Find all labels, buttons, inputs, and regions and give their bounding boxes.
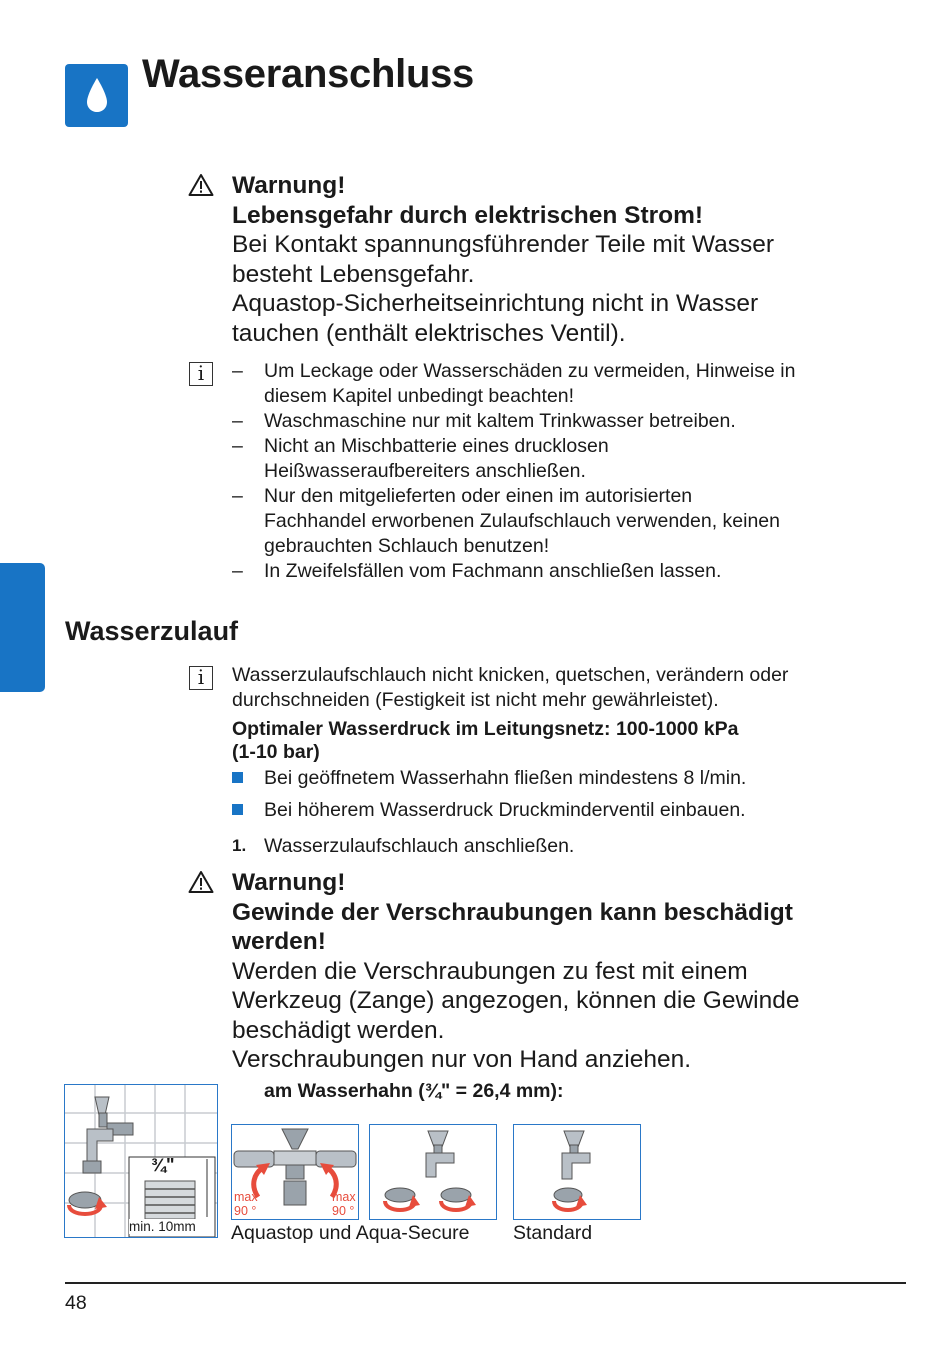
warning-line: Werden die Verschraubungen zu fest mit einem	[232, 957, 748, 985]
min-length-label: min. 10mm	[129, 1219, 196, 1234]
list-line: – Nur den mitgelieferten oder einen im autorisierten	[264, 485, 693, 507]
pressure-line: (1-10 bar)	[232, 741, 320, 763]
standard-illustration	[514, 1125, 640, 1219]
max-angle-label-right	[332, 1190, 356, 1218]
figure-aquastop	[231, 1124, 359, 1220]
info-dash-list	[232, 359, 912, 584]
warning-triangle-icon	[188, 173, 214, 197]
caption-aquastop: Aquastop und Aqua-Secure	[231, 1222, 470, 1244]
warning-heading: werden!	[232, 928, 326, 955]
bullet-text: Bei geöffnetem Wasserhahn fließen mindestens 8 l/min.	[264, 767, 747, 789]
pressure-note	[232, 718, 912, 764]
degree-label: 90 °	[332, 1204, 355, 1218]
warning-line: Aquastop-Sicherheitseinrichtung nicht in Wasser	[232, 290, 759, 317]
figure-standard	[513, 1124, 641, 1220]
figure-aqua-secure	[369, 1124, 497, 1220]
list-line: – In Zweifelsfällen vom Fachmann anschließen lassen.	[264, 560, 722, 582]
warning-line: Werkzeug (Zange) angezogen, können die Gewinde	[232, 987, 800, 1014]
caption-standard: Standard	[513, 1222, 593, 1244]
list-line: – Um Leckage oder Wasserschäden zu vermeiden, Hinweise in	[264, 360, 796, 382]
figure-subheading: am Wasserhahn (¾" = 26,4 mm):	[264, 1080, 564, 1102]
info-icon: i	[189, 362, 213, 386]
max-label: max	[332, 1190, 356, 1204]
warning-triangle-icon	[188, 870, 214, 894]
list-line: – Nicht an Mischbatterie eines drucklosen	[264, 435, 609, 457]
warning-line: Bei Kontakt spannungsführender Teile mit Wasser	[232, 231, 775, 258]
degree-label: 90 °	[234, 1204, 257, 1218]
warning-label: Warnung!	[232, 869, 346, 896]
warning-line: besteht Lebensgefahr.	[232, 260, 475, 288]
warning-heading: Lebensgefahr durch elektrischen Strom!	[232, 201, 704, 229]
info-icon: i	[189, 666, 213, 690]
bullet-item	[232, 766, 912, 790]
blue-square-bullet-icon	[232, 772, 243, 783]
page-number: 48	[65, 1292, 87, 1314]
list-item	[232, 559, 912, 584]
chapter-side-tab	[0, 563, 45, 692]
thread-size-label: ¾"	[151, 1155, 175, 1175]
note-line: Wasserzulaufschlauch nicht knicken, quetschen, verändern oder	[232, 664, 789, 686]
bullet-text: Bei höherem Wasserdruck Druckminderventil einbauen.	[264, 799, 746, 821]
blue-square-bullet-icon	[232, 804, 243, 815]
list-line: gebrauchten Schlauch benutzen!	[264, 535, 550, 557]
water-drop-badge	[65, 64, 128, 127]
pressure-line: Optimaler Wasserdruck im Leitungsnetz: 100-1000 kPa	[232, 718, 739, 740]
page-title: Wasseranschluss	[142, 52, 474, 96]
list-line: diesem Kapitel unbedingt beachten!	[264, 385, 575, 407]
step-text: Wasserzulaufschlauch anschließen.	[264, 835, 575, 857]
list-line: Heißwasseraufbereiters anschließen.	[264, 460, 586, 482]
warning-heading: Gewinde der Verschraubungen kann beschädigt	[232, 898, 793, 926]
figure-tap-thread	[64, 1084, 218, 1238]
bullet-item	[232, 798, 912, 822]
step-item	[232, 834, 912, 858]
list-item	[232, 434, 912, 484]
max-label: max	[234, 1190, 258, 1204]
warning-electric	[232, 171, 922, 348]
tap-thread-illustration	[65, 1085, 217, 1237]
warning-threads	[232, 868, 922, 1075]
aqua-secure-illustration	[370, 1125, 496, 1219]
warning-label: Warnung!	[232, 172, 346, 199]
list-line: – Waschmaschine nur mit kaltem Trinkwasser betreiben.	[264, 410, 736, 432]
list-item	[232, 409, 912, 434]
note-line: durchschneiden (Festigkeit ist nicht mehr gewährleistet).	[232, 688, 719, 711]
section-title: Wasserzulauf	[65, 616, 239, 646]
list-item	[232, 359, 912, 409]
footer-divider	[65, 1282, 906, 1284]
step-number: 1.	[232, 836, 247, 855]
warning-line: tauchen (enthält elektrisches Ventil).	[232, 319, 626, 347]
list-item	[232, 484, 912, 559]
warning-line: Verschraubungen nur von Hand anziehen.	[232, 1046, 692, 1073]
max-angle-label-left	[234, 1190, 258, 1218]
water-drop-icon	[83, 76, 111, 114]
warning-line: beschädigt werden.	[232, 1016, 445, 1044]
list-line: Fachhandel erworbenen Zulaufschlauch verwenden, keinen	[264, 510, 780, 532]
info-hose-note	[232, 663, 912, 712]
